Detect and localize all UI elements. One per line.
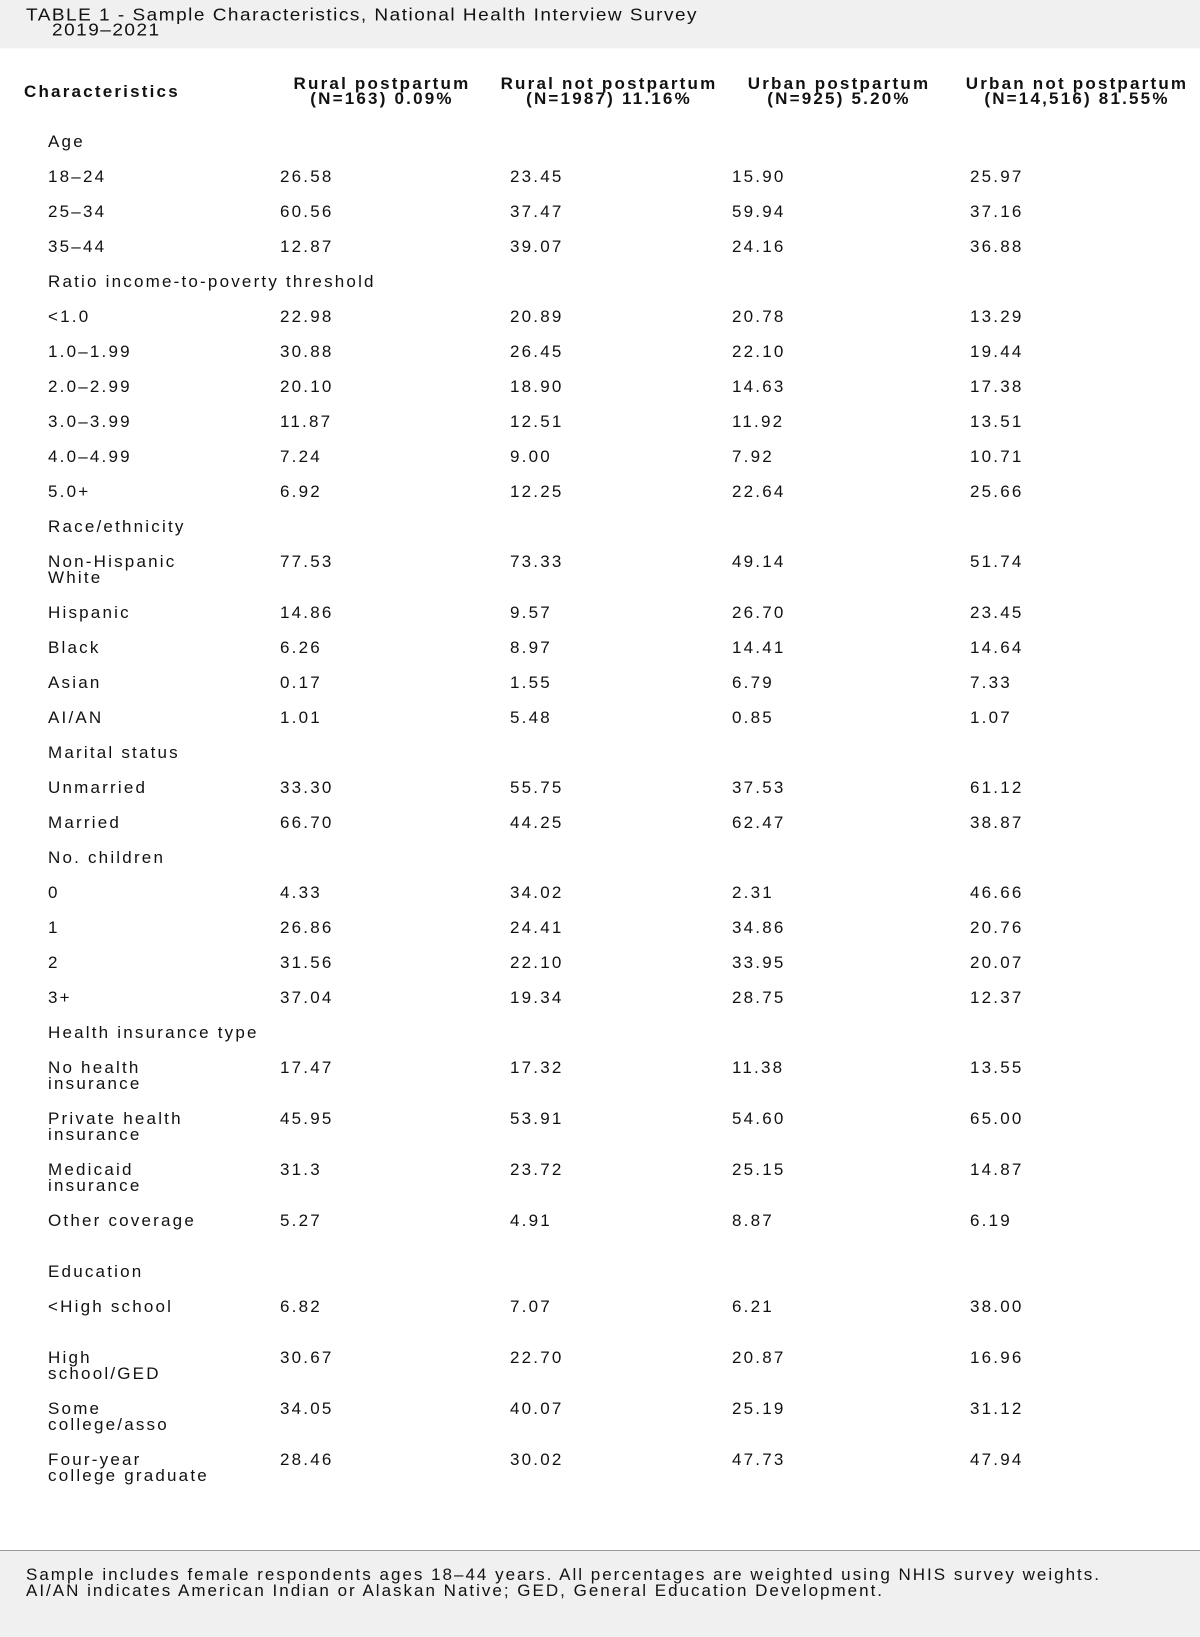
table-row [0,1101,1200,1152]
row-value: 12.51 [510,412,564,431]
table-row [0,1340,1200,1391]
row-value: 13.51 [970,412,1024,431]
row-label: 0 [48,883,60,902]
row-value: 20.89 [510,307,564,326]
row-value: 26.45 [510,342,564,361]
row-value: 6.21 [732,1297,774,1316]
row-value: 34.05 [280,1399,334,1418]
table-section-row [0,124,1200,159]
table-row [0,334,1200,369]
row-value: 22.10 [732,342,786,361]
row-label: 18–24 [48,167,107,186]
row-value: 31.56 [280,953,334,972]
row-value: 14.63 [732,377,786,396]
header-characteristics: Characteristics [24,81,180,101]
row-label: 3.0–3.99 [48,412,132,431]
row-value: 19.44 [970,342,1024,361]
row-value: 20.78 [732,307,786,326]
row-value: 9.57 [510,603,552,622]
row-value: 22.98 [280,307,334,326]
row-value: 37.53 [732,778,786,797]
section-label: Race/ethnicity [48,517,186,536]
row-value: 26.86 [280,918,334,937]
row-label: <High school [48,1297,174,1316]
row-value: 11.92 [732,412,785,431]
row-value: 25.15 [732,1160,786,1179]
row-value: 25.19 [732,1399,786,1418]
row-value: 15.90 [732,167,786,186]
row-value: 7.07 [510,1297,552,1316]
row-label: 5.0+ [48,482,91,501]
row-value: 11.87 [280,412,333,431]
table-row [0,980,1200,1015]
row-label: 35–44 [48,237,107,256]
row-label: Black [48,638,101,657]
row-value: 17.32 [510,1058,564,1077]
row-value: 26.58 [280,167,334,186]
row-value: 23.45 [510,167,564,186]
row-value: 4.33 [280,883,322,902]
row-label: Hispanic [48,603,131,622]
table-row [0,700,1200,735]
row-value: 37.16 [970,202,1024,221]
row-value: 13.29 [970,307,1024,326]
row-value: 7.33 [970,673,1012,692]
row-value: 6.79 [732,673,774,692]
header-rural-postpartum: Rural postpartum (N=163) 0.09% [293,74,471,108]
row-value: 16.96 [970,1348,1024,1367]
row-value: 24.16 [732,237,786,256]
header-urban-not-postpartum: Urban not postpartum (N=14,516) 81.55% [965,74,1189,108]
row-label: Other coverage [48,1211,196,1230]
table-row [0,194,1200,229]
row-value: 6.19 [970,1211,1012,1230]
row-label: 25–34 [48,202,107,221]
row-value: 28.75 [732,988,786,1007]
row-label: Four-year college graduate [48,1450,209,1485]
row-value: 51.74 [970,552,1024,571]
row-value: 54.60 [732,1109,786,1128]
row-label: AI/AN [48,708,104,727]
row-value: 12.25 [510,482,564,501]
row-value: 20.76 [970,918,1024,937]
row-value: 37.47 [510,202,564,221]
row-value: 1.55 [510,673,552,692]
table-row [0,665,1200,700]
row-value: 33.95 [732,953,786,972]
row-value: 14.41 [732,638,786,657]
row-label: 3+ [48,988,72,1007]
row-value: 6.26 [280,638,322,657]
row-value: 30.02 [510,1450,564,1469]
row-value: 73.33 [510,552,564,571]
row-value: 36.88 [970,237,1024,256]
row-label: 1.0–1.99 [48,342,132,361]
table-section-row [0,840,1200,875]
row-value: 45.95 [280,1109,334,1128]
table-row [0,1203,1200,1254]
table-row [0,910,1200,945]
table-row [0,404,1200,439]
row-value: 46.66 [970,883,1024,902]
row-value: 33.30 [280,778,334,797]
table-section-row [0,1254,1200,1289]
table-row [0,229,1200,264]
table-section-row [0,735,1200,770]
row-value: 10.71 [970,447,1024,466]
row-value: 25.66 [970,482,1024,501]
row-value: 2.31 [732,883,774,902]
row-value: 22.70 [510,1348,564,1367]
row-value: 34.86 [732,918,786,937]
section-label: Marital status [48,743,180,762]
row-value: 20.07 [970,953,1024,972]
table-section-row [0,264,1200,299]
table-row [0,805,1200,840]
row-value: 4.91 [510,1211,552,1230]
row-value: 8.97 [510,638,552,657]
row-value: 59.94 [732,202,786,221]
row-value: 60.56 [280,202,334,221]
row-value: 12.37 [970,988,1024,1007]
row-value: 7.92 [732,447,774,466]
table-body [0,124,1200,1509]
table-row [0,875,1200,910]
header-rural-not-postpartum: Rural not postpartum (N=1987) 11.16% [500,74,718,108]
table-row [0,1289,1200,1340]
caption-title: TABLE 1 - Sample Characteristics, National Health Interview Survey [26,5,699,26]
characteristics-table [0,58,1200,1509]
row-value: 22.64 [732,482,786,501]
row-value: 17.47 [280,1058,334,1077]
row-value: 44.25 [510,813,564,832]
row-value: 18.90 [510,377,564,396]
row-value: 40.07 [510,1399,564,1418]
row-value: 47.73 [732,1450,786,1469]
row-label: Asian [48,673,102,692]
row-value: 24.41 [510,918,564,937]
row-value: 31.3 [280,1160,322,1179]
row-value: 5.48 [510,708,552,727]
row-value: 53.91 [510,1109,564,1128]
row-value: 14.86 [280,603,334,622]
row-label: Private health insurance [48,1109,183,1144]
row-value: 19.34 [510,988,564,1007]
table-row [0,1152,1200,1203]
row-label: Medicaid insurance [48,1160,142,1195]
row-value: 55.75 [510,778,564,797]
row-value: 0.85 [732,708,774,727]
row-value: 5.27 [280,1211,322,1230]
row-value: 26.70 [732,603,786,622]
table-row [0,630,1200,665]
row-value: 20.87 [732,1348,786,1367]
row-value: 34.02 [510,883,564,902]
row-value: 47.94 [970,1450,1024,1469]
section-label: No. children [48,848,166,867]
row-label: Non-Hispanic White [48,552,177,587]
table-section-row [0,509,1200,544]
table-row [0,544,1200,595]
row-label: Unmarried [48,778,148,797]
row-value: 30.88 [280,342,334,361]
row-value: 23.45 [970,603,1024,622]
section-label: Education [48,1262,144,1281]
table-row [0,439,1200,474]
row-value: 17.38 [970,377,1024,396]
row-label: 4.0–4.99 [48,447,132,466]
row-value: 14.87 [970,1160,1024,1179]
row-value: 25.97 [970,167,1024,186]
row-label: 1 [48,918,60,937]
section-label: Age [48,132,85,151]
row-value: 9.00 [510,447,552,466]
row-value: 11.38 [732,1058,785,1077]
row-label: High school/GED [48,1348,161,1383]
row-value: 0.17 [280,673,322,692]
row-value: 22.10 [510,953,564,972]
row-value: 6.82 [280,1297,322,1316]
row-value: 12.87 [280,237,334,256]
table-row [0,1391,1200,1442]
row-value: 20.10 [280,377,334,396]
section-label: Health insurance type [48,1023,259,1042]
section-label: Ratio income-to-poverty threshold [48,272,376,291]
row-label: Married [48,813,122,832]
caption-years: 2019–2021 [52,20,161,40]
table-row [0,595,1200,630]
row-value: 65.00 [970,1109,1024,1128]
row-value: 31.12 [970,1399,1024,1418]
row-label: Some college/asso [48,1399,169,1434]
row-value: 77.53 [280,552,334,571]
row-label: 2.0–2.99 [48,377,132,396]
table-footnote [0,1551,1200,1637]
row-value: 6.92 [280,482,322,501]
header-urban-postpartum: Urban postpartum (N=925) 5.20% [747,74,931,108]
table-row [0,159,1200,194]
row-value: 7.24 [280,447,322,466]
row-value: 8.87 [732,1211,774,1230]
footnote-sample-note: Sample includes female respondents ages 18–44 years. All percentages are weighted using NHIS survey weights. [26,1565,1101,1584]
row-label: No health insurance [48,1058,142,1093]
row-value: 30.67 [280,1348,334,1367]
row-label: 2 [48,953,60,972]
table-row [0,770,1200,805]
row-value: 14.64 [970,638,1024,657]
row-value: 28.46 [280,1450,334,1469]
row-value: 13.55 [970,1058,1024,1077]
row-value: 38.87 [970,813,1024,832]
table-row [0,474,1200,509]
footnote-abbreviations: AI/AN indicates American Indian or Alaskan Native; GED, General Education Development. [26,1581,885,1600]
table-row [0,1442,1200,1509]
table-caption [0,0,1200,48]
table-row [0,299,1200,334]
row-value: 38.00 [970,1297,1024,1316]
row-value: 62.47 [732,813,786,832]
row-value: 37.04 [280,988,334,1007]
row-value: 1.01 [280,708,322,727]
table-row [0,1050,1200,1101]
table-row [0,945,1200,980]
table-header-row [0,58,1200,124]
row-value: 23.72 [510,1160,564,1179]
row-value: 66.70 [280,813,334,832]
table-row [0,369,1200,404]
row-value: 1.07 [970,708,1012,727]
row-value: 49.14 [732,552,786,571]
row-value: 39.07 [510,237,564,256]
table-section-row [0,1015,1200,1050]
row-label: <1.0 [48,307,91,326]
row-value: 61.12 [970,778,1024,797]
